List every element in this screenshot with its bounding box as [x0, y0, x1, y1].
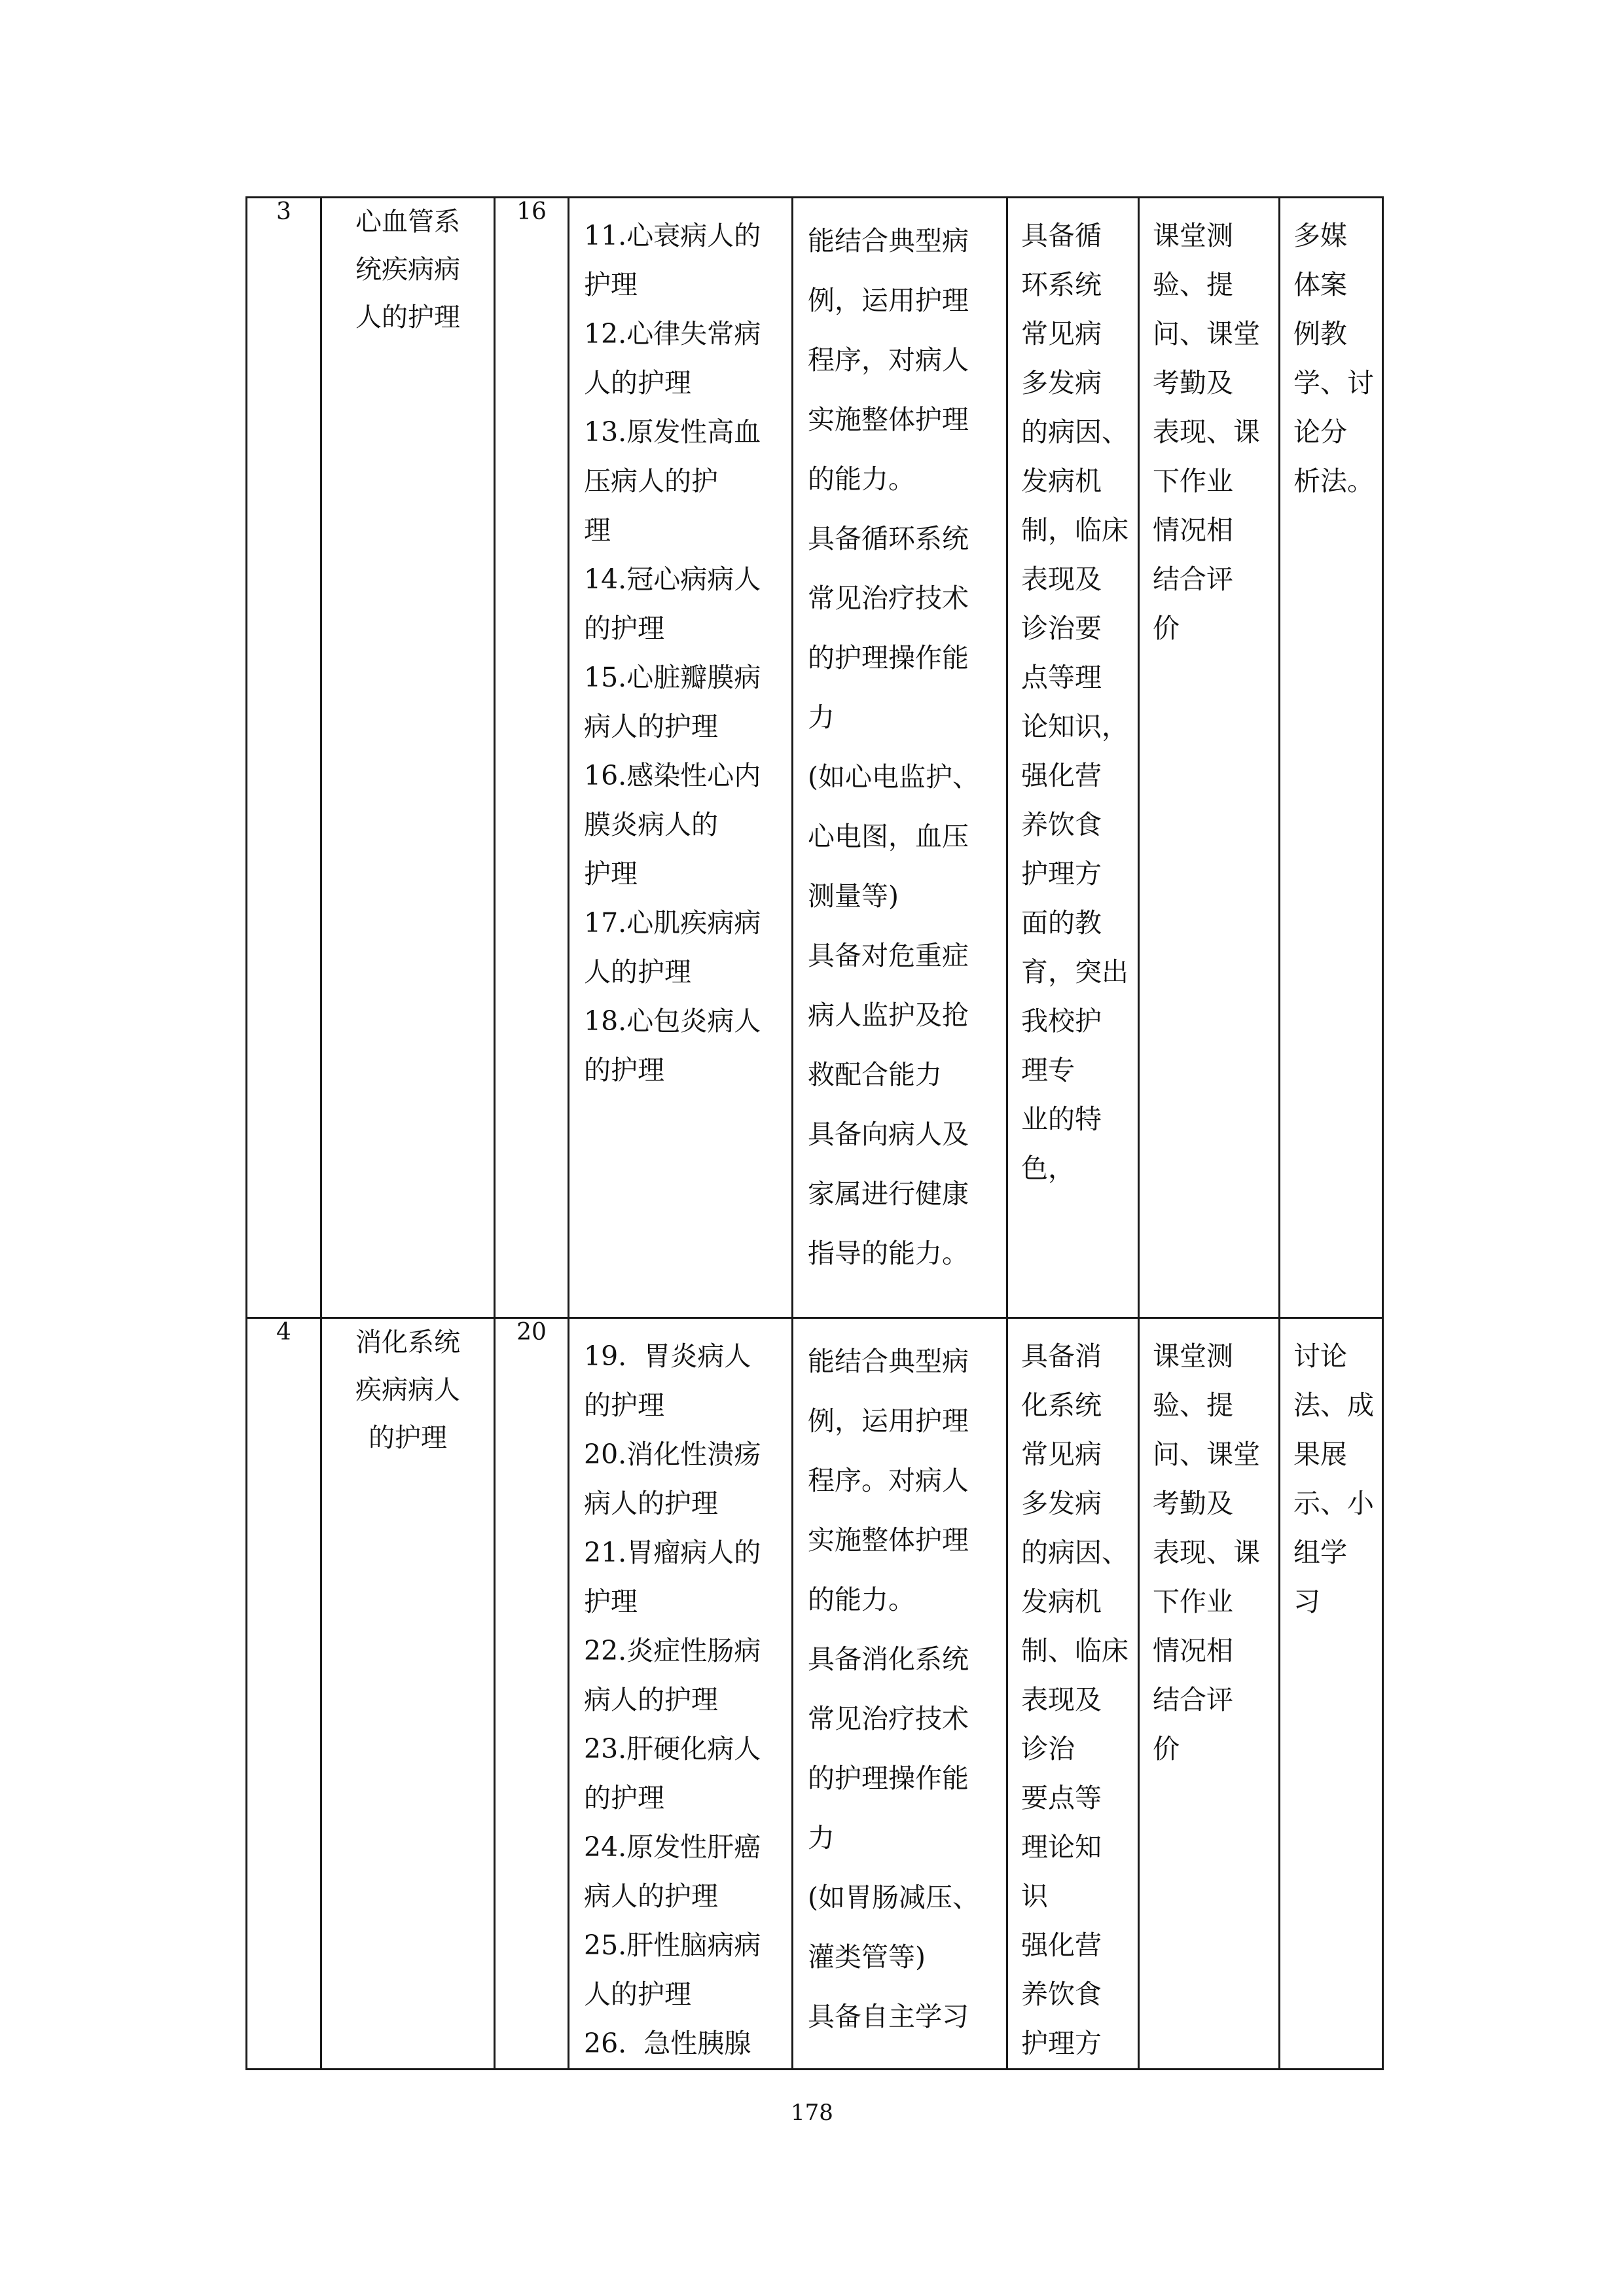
hours-value: 20 [516, 1319, 547, 1346]
hours-cell [495, 198, 569, 1318]
knowledge-cell [1007, 198, 1139, 1318]
assessment-text: 课堂测 验、提 问、课堂 考勤及 表现、课 下作业 情况相 结合评 价 [1153, 220, 1260, 644]
row-index-cell [247, 198, 321, 1318]
curriculum-table [245, 196, 1384, 2070]
content-text: 11.心衰病人的 护理 12.心律失常病 人的护理 13.原发性高血 压病人的护 理 14.冠心病病人 的护理 15.心脏瓣膜病 病人的护理 16.感染性心内 膜炎病人的 护理 17.心肌疾病病 人的护理 18.心包炎病人 的护理 [584, 220, 761, 1086]
method-text: 多媒 体案 例教 学、讨 论分 析法。 [1293, 220, 1374, 497]
hours-value: 16 [516, 198, 547, 225]
assessment-text: 课堂测 验、提 问、课堂 考勤及 表现、课 下作业 情况相 结合评 价 [1153, 1340, 1260, 1765]
page-number: 178 [791, 2100, 833, 2126]
knowledge-text: 具备消 化系统 常见病 多发病 的病因、 发病机 制、临床 表现及 诊治 要点等 理论知 识 强化营 养饮食 护理方 [1021, 1340, 1128, 2059]
topic-cell [321, 198, 495, 1318]
content-cell [569, 198, 793, 1318]
topic-text: 心血管系 统疾病病 人的护理 [355, 207, 460, 332]
ability-cell [793, 1318, 1007, 2070]
assessment-cell [1139, 198, 1280, 1318]
topic-text: 消化系统 疾病病人 的护理 [355, 1327, 460, 1453]
topic-cell [321, 1318, 495, 2070]
table-row [247, 198, 1383, 1318]
row-index: 3 [276, 198, 291, 225]
knowledge-text: 具备循 环系统 常见病 多发病 的病因、 发病机 制，临床 表现及 诊治要 点等理 论知识， 强化营 养饮食 护理方 面的教 育，突出 我校护 理专 业的特 色， [1021, 220, 1128, 1184]
ability-text: 能结合典型病 例，运用护理 程序，对病人 实施整体护理 的能力。 具备循环系统 常见治疗技术 的护理操作能 力 (如心电监护、 心电图，血压 测量等) 具备对危重症 病人监护及抢 救配合能力 具备向病人及 家属进行健康 指导的能力。 [808, 225, 979, 1269]
knowledge-cell [1007, 1318, 1139, 2070]
ability-cell [793, 198, 1007, 1318]
content-text: 19. 胃炎病人 的护理 20.消化性溃疡 病人的护理 21.胃瘤病人的 护理 22.炎症性肠病 病人的护理 23.肝硬化病人 的护理 24.原发性肝癌 病人的护理 25.肝性脑病病 人的护理 26. 急性胰腺 [584, 1340, 761, 2059]
method-cell [1280, 198, 1383, 1318]
ability-text: 能结合典型病 例，运用护理 程序。对病人 实施整体护理 的能力。 具备消化系统 常见治疗技术 的护理操作能 力 (如胃肠减压、 灌类管等) 具备自主学习 [808, 1346, 979, 2032]
method-text: 讨论 法、成 果展 示、小 组学 习 [1293, 1340, 1374, 1617]
table-row [247, 1318, 1383, 2070]
hours-cell [495, 1318, 569, 2070]
assessment-cell [1139, 1318, 1280, 2070]
method-cell [1280, 1318, 1383, 2070]
row-index: 4 [276, 1319, 291, 1346]
content-cell [569, 1318, 793, 2070]
row-index-cell [247, 1318, 321, 2070]
